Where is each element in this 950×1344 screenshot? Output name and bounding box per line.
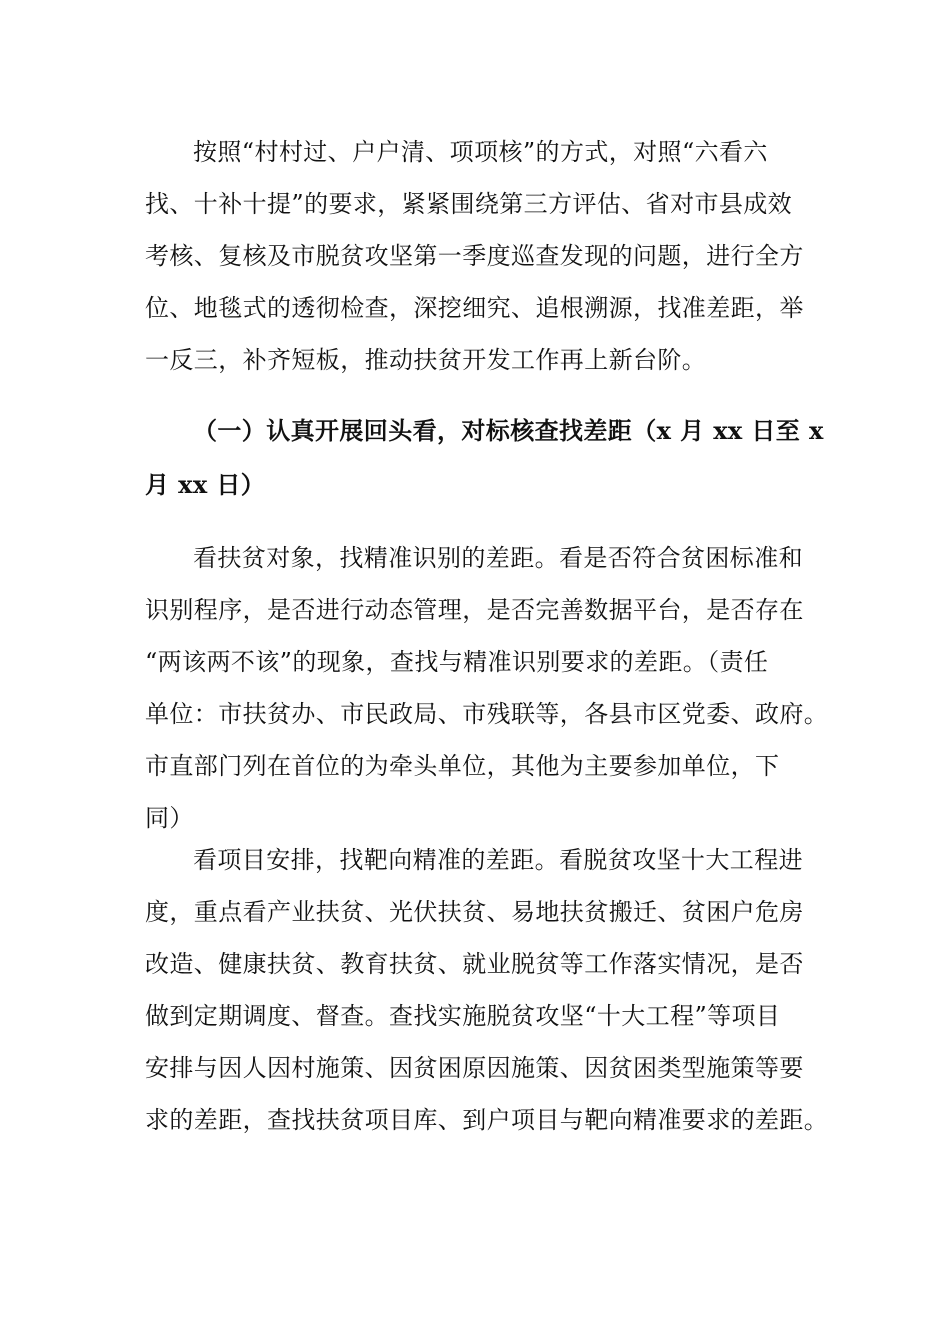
paragraph-line: 看项目安排，找靶向精准的差距。看脱贫攻坚十大工程进 xyxy=(193,846,803,874)
paragraph-line: 看扶贫对象，找精准识别的差距。看是否符合贫困标准和 xyxy=(193,544,803,572)
paragraph-line: 单位：市扶贫办、市民政局、市残联等，各县市区党委、政府。 xyxy=(145,700,829,728)
paragraph-line: 位、地毯式的透彻检查，深挖细究、追根溯源，找准差距，举 xyxy=(145,294,804,322)
paragraph-line: 度，重点看产业扶贫、光伏扶贫、易地扶贫搬迁、贫困户危房 xyxy=(145,898,804,926)
paragraph-line: 做到定期调度、督查。查找实施脱贫攻坚“十大工程”等项目 xyxy=(145,1002,781,1030)
paragraph-line: 按照“村村过、户户清、项项核”的方式，对照“六看六 xyxy=(193,138,768,166)
paragraph-line: 同） xyxy=(145,804,194,832)
paragraph-line: 一反三，补齐短板，推动扶贫开发工作再上新台阶。 xyxy=(145,346,707,374)
paragraph-poverty-targets xyxy=(145,532,829,844)
paragraph-intro xyxy=(145,126,805,386)
section-heading xyxy=(145,404,824,512)
paragraph-line: 考核、复核及市脱贫攻坚第一季度巡查发现的问题，进行全方 xyxy=(145,242,804,270)
heading-line: （一）认真开展回头看，对标核查找差距（x 月 xx 日至 x xyxy=(193,416,824,445)
paragraph-line: “两该两不该”的现象，查找与精准识别要求的差距。（责任 xyxy=(145,648,769,676)
paragraph-line: 求的差距，查找扶贫项目库、到户项目与靶向精准要求的差距。 xyxy=(145,1106,829,1134)
paragraph-line: 找、十补十提”的要求，紧紧围绕第三方评估、省对市县成效 xyxy=(145,190,793,218)
paragraph-line: 市直部门列在首位的为牵头单位，其他为主要参加单位，下 xyxy=(145,752,780,780)
paragraph-project-arrangement xyxy=(145,834,829,1146)
paragraph-line: 安排与因人因村施策、因贫困原因施策、因贫困类型施策等要 xyxy=(145,1054,804,1082)
paragraph-line: 识别程序，是否进行动态管理，是否完善数据平台，是否存在 xyxy=(145,596,804,624)
paragraph-line: 改造、健康扶贫、教育扶贫、就业脱贫等工作落实情况，是否 xyxy=(145,950,804,978)
heading-line: 月 xx 日） xyxy=(145,470,266,499)
